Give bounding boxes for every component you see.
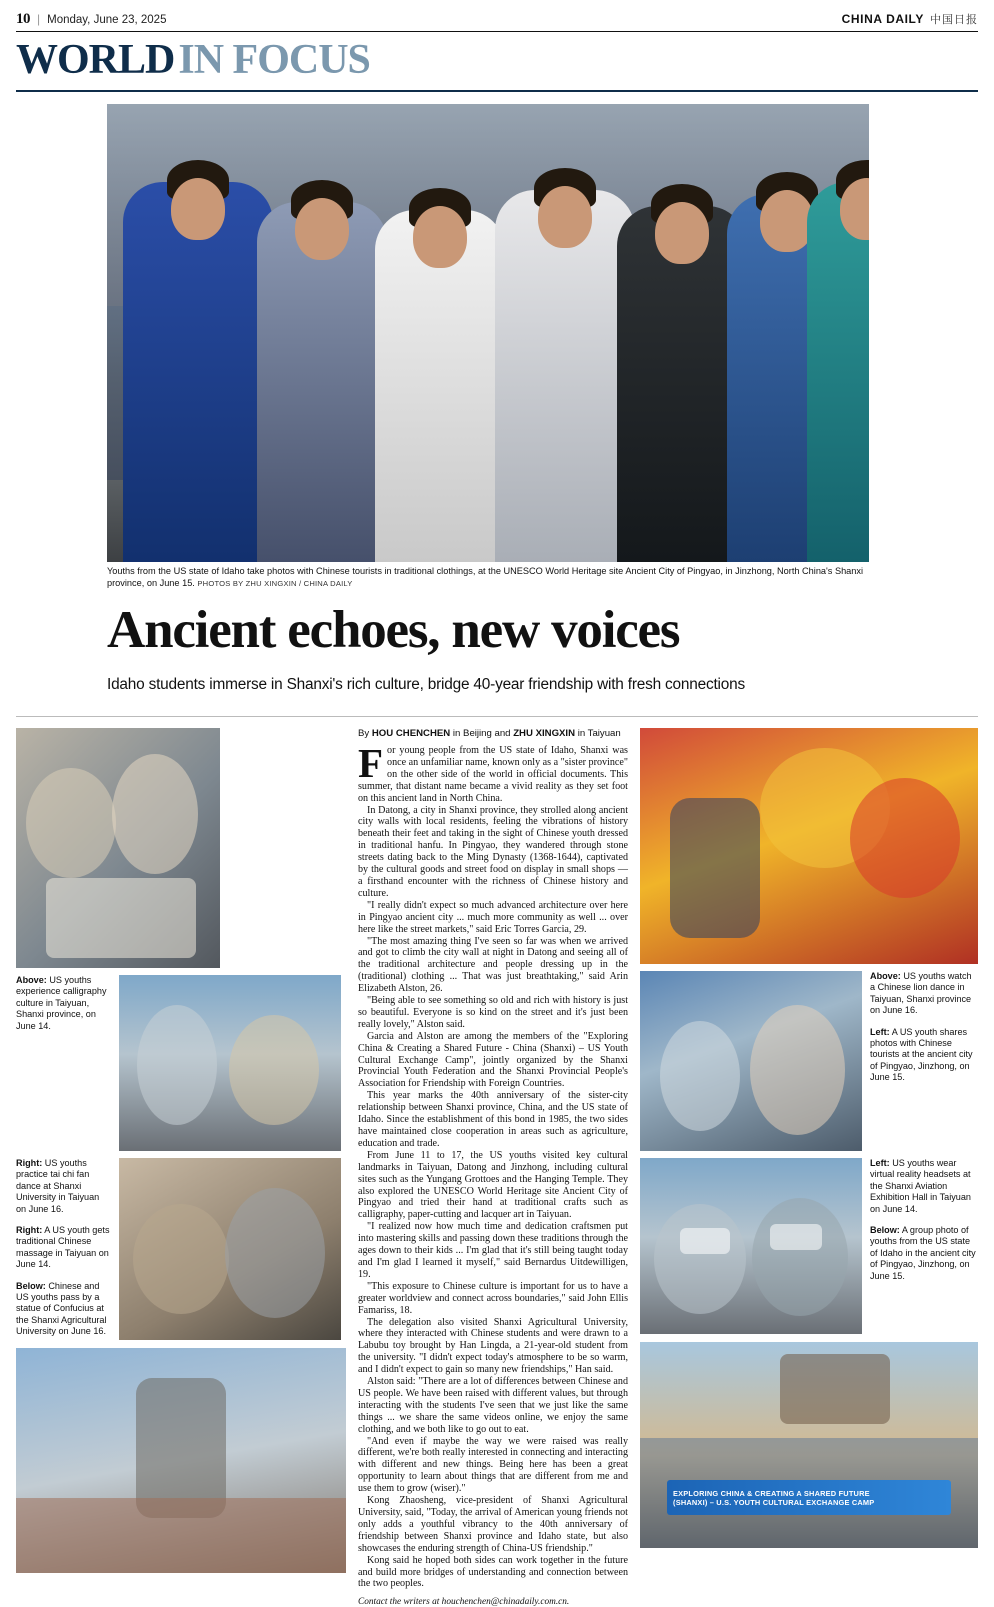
article-paragraph: "Being able to see something so old and rich with history is just so beautiful. Everyone is so kind on the street and it's just been really lovely," Alston said. xyxy=(358,995,628,1030)
photo-confucius-statue xyxy=(16,1348,346,1573)
headline-rule xyxy=(16,716,978,717)
caption-label: Right: xyxy=(16,1158,43,1168)
photo-vr-headsets xyxy=(640,1158,862,1334)
article-paragraph: Kong Zhaosheng, vice-president of Shanxi Agricultural University, said, "Today, the arrival of American young friends not only adds a youthful vibrancy to the 40th anniversary of friendship between Shanxi province and Idaho state, but also showcases the enduring strength of China-US friendship." xyxy=(358,1495,628,1554)
subheadline: Idaho students immerse in Shanxi's rich culture, bridge 40-year friendship with fresh connections xyxy=(107,676,745,693)
caption-label: Right: xyxy=(16,1225,43,1236)
event-banner xyxy=(667,1480,951,1515)
hero-figure xyxy=(123,182,273,562)
hero-figure xyxy=(257,202,387,562)
masthead-right xyxy=(842,11,978,27)
photo-taichi-fan xyxy=(119,975,341,1151)
masthead xyxy=(16,6,978,32)
byline-author-1-location: in Beijing and xyxy=(452,728,511,739)
caption-text: US youths experience calligraphy culture in Taiyuan, Shanxi province, on June 14. xyxy=(16,975,107,1031)
caption-label: Below: xyxy=(870,1225,900,1236)
masthead-separator: | xyxy=(37,11,41,26)
article-paragraph: "And even if maybe the way we were raised was really different, we're both really interested in connecting and interacting with different and new things. Being here has been a great opportunity to learn about things that are different from me and use them to grow (wiser)." xyxy=(358,1435,628,1495)
drop-cap: F xyxy=(358,740,384,786)
byline-prefix: By xyxy=(358,728,370,739)
hero-figure xyxy=(375,210,505,562)
article-paragraph: "This exposure to Chinese culture is important for us to have a greater worldview and connect across boundaries," said John Ellis Famariss, 18. xyxy=(358,1280,628,1316)
photo-calligraphy xyxy=(16,728,220,968)
hero-figure xyxy=(495,190,635,562)
left-column xyxy=(16,728,346,1573)
photo-pingyao-tourists xyxy=(640,971,862,1151)
section-title-primary: WORLD xyxy=(16,37,175,83)
caption-right-taichi xyxy=(16,1158,111,1340)
masthead-date: Monday, June 23, 2025 xyxy=(47,13,167,26)
caption-label: Above: xyxy=(870,971,901,981)
caption-above-calligraphy xyxy=(16,975,111,1151)
byline-author-2-location: in Taiyuan xyxy=(577,728,621,739)
center-column xyxy=(358,728,628,1607)
caption-label: Below: xyxy=(16,1280,46,1291)
photo-group-pingyao xyxy=(640,1342,978,1548)
article-paragraph: Alston said: "There are a lot of differences between Chinese and US people. We have been raised with different values, but through interacting with the students I've seen that we just like the same things ... we share the same videos online, we enjoy the same clothing, and we both like to go out to eat. xyxy=(358,1376,628,1435)
byline xyxy=(358,728,628,739)
article-paragraph: The delegation also visited Shanxi Agricultural University, where they interacted with Chinese students and were drawn to a Labubu toy brought by Han Lingda, a 21-year-old student from the university. "I didn't expect today's atmosphere to be so warm, and I didn't expect to gain so many new friendships," Han said. xyxy=(358,1316,628,1376)
caption-text: Chinese and US youths pass by a statue of Confucius at the Shanxi Agricultural University on June 16. xyxy=(16,1280,107,1337)
article-paragraph: "I really didn't expect so much advanced architecture over here in Pingyao ancient city ... much more community as well ... over here like the street markets," said Eric Torres Garcia, 29. xyxy=(358,899,628,935)
hero-caption-text: Youths from the US state of Idaho take photos with Chinese tourists in traditional clothings, at the UNESCO World Heritage site Ancient City of Pingyao, in Jinzhong, North China's Shanxi province, on June 15. xyxy=(107,566,864,588)
caption-text: US youths practice tai chi fan dance at Shanxi University in Taiyuan on June 16. xyxy=(16,1158,100,1214)
page-title: Ancient echoes, new voices xyxy=(107,601,680,659)
masthead-rule xyxy=(16,31,978,32)
article-paragraph: In Datong, a city in Shanxi province, they strolled along ancient city walls with local residents, feeling the vibrations of history beneath their feet and taking in the sight of Chinese youth dressed in traditional hanfu. In Pingyao, they wandered through stone streets dating back to the Ming Dynasty (1368-1644), captivated by the cultural goods and street food on display in small shops — a firsthand encounter with the richness of Chinese history and culture. xyxy=(358,804,628,899)
article-paragraph: "I realized now how much time and dedication craftsmen put into mastering skills and passing down these traditions through the ages down to their kids ... I'm glad that it's still being taught today and I'm glad I learned it myself," said Bernardus Uitdewilligen, 19. xyxy=(358,1221,628,1280)
hero-caption xyxy=(107,566,869,589)
caption-text: A group photo of youths from the US state of Idaho in the ancient city of Pingyao, Jinzhong, on June 15. xyxy=(870,1225,976,1281)
section-rule xyxy=(16,90,978,92)
contact-line: Contact the writers at houchenchen@chinadaily.com.cn. xyxy=(358,1597,570,1607)
hero-photo xyxy=(107,104,869,562)
caption-text: A US youth gets traditional Chinese massage in Taiyuan on June 14. xyxy=(16,1225,110,1270)
publication-name-chinese: 中国日报 xyxy=(930,14,978,26)
article-body xyxy=(358,740,628,1590)
publication-name: CHINA DAILY xyxy=(841,12,924,26)
byline-author-1: HOU CHENCHEN xyxy=(371,728,451,739)
banner-line-2: (SHANXI) – U.S. YOUTH CULTURAL EXCHANGE CAMP xyxy=(673,1497,875,1507)
article-paragraph: Kong said he hoped both sides can work together in the future and build more bridges of understanding and connection between the two peoples. xyxy=(358,1554,628,1590)
right-column xyxy=(640,728,978,1548)
caption-above-lion-dance xyxy=(870,971,978,1151)
photo-lion-dance xyxy=(640,728,978,964)
page-number: 10 xyxy=(16,10,30,27)
article-paragraph: Garcia and Alston are among the members of the "Exploring China & Creating a Shared Future - China (Shanxi) – US Youth Cultural Exchange Camp", jointly organized by the Shanxi Provincial Youth Federation and the Shanxi Provincial People's Association for Friendship with Foreign Countries. xyxy=(358,1030,628,1090)
banner-line-1: EXPLORING CHINA & CREATING A SHARED FUTURE xyxy=(673,1488,870,1498)
article-paragraph: or young people from the US state of Idaho, Shanxi was once an unfamiliar name, known only as a "sister province" on the other side of the world in official documents. This summer, that distant name became a vivid reality as they set foot on this ancient land in North China. xyxy=(358,745,628,804)
caption-label: Above: xyxy=(16,975,47,985)
masthead-left xyxy=(16,11,166,28)
caption-text: A US youth shares photos with Chinese tourists at the ancient city of Pingyao, Jinzhong, on June 15. xyxy=(870,1026,973,1083)
caption-left-vr xyxy=(870,1158,978,1334)
caption-label: Left: xyxy=(870,1158,890,1168)
article-paragraph: This year marks the 40th anniversary of the sister-city relationship between Shanxi province, China, and the US state of Idaho. Since the establishment of this bond in 1985, the two sides have maintained close cooperation in areas such as agriculture, education and trade. xyxy=(358,1090,628,1149)
hero-photo-credit: PHOTOS BY ZHU XINGXIN / CHINA DAILY xyxy=(197,578,353,588)
byline-author-2: ZHU XINGXIN xyxy=(513,728,576,739)
photo-massage xyxy=(119,1158,341,1340)
article-paragraph: "The most amazing thing I've seen so far was when we arrived and got to climb the city wall at night in Datong and seeing all of the traditional architecture and people dressing up in the (traditional) clothing ... That was just breathtaking," said Arin Elizabeth Alston, 26. xyxy=(358,935,628,995)
hero-figure xyxy=(807,182,869,562)
caption-text: US youths wear virtual reality headsets at the Shanxi Aviation Exhibition Hall in Taiyuan on June 14. xyxy=(870,1158,971,1214)
caption-label: Left: xyxy=(870,1026,890,1037)
caption-text: US youths watch a Chinese lion dance in Taiyuan, Shanxi province on June 16. xyxy=(870,971,972,1016)
section-header xyxy=(16,36,978,84)
section-title-secondary: IN FOCUS xyxy=(178,37,370,83)
article-paragraph: From June 11 to 17, the US youths visited key cultural landmarks in Taiyuan, Datong and Jinzhong, including cultural sites such as the Yungang Grottoes and the Hanging Temple. They also explored the UNESCO World Heritage site Ancient City of Pingyao and tried their hand at traditional crafts such as calligraphy, paper-cutting and lacquer art in Taiyuan. xyxy=(358,1149,628,1221)
